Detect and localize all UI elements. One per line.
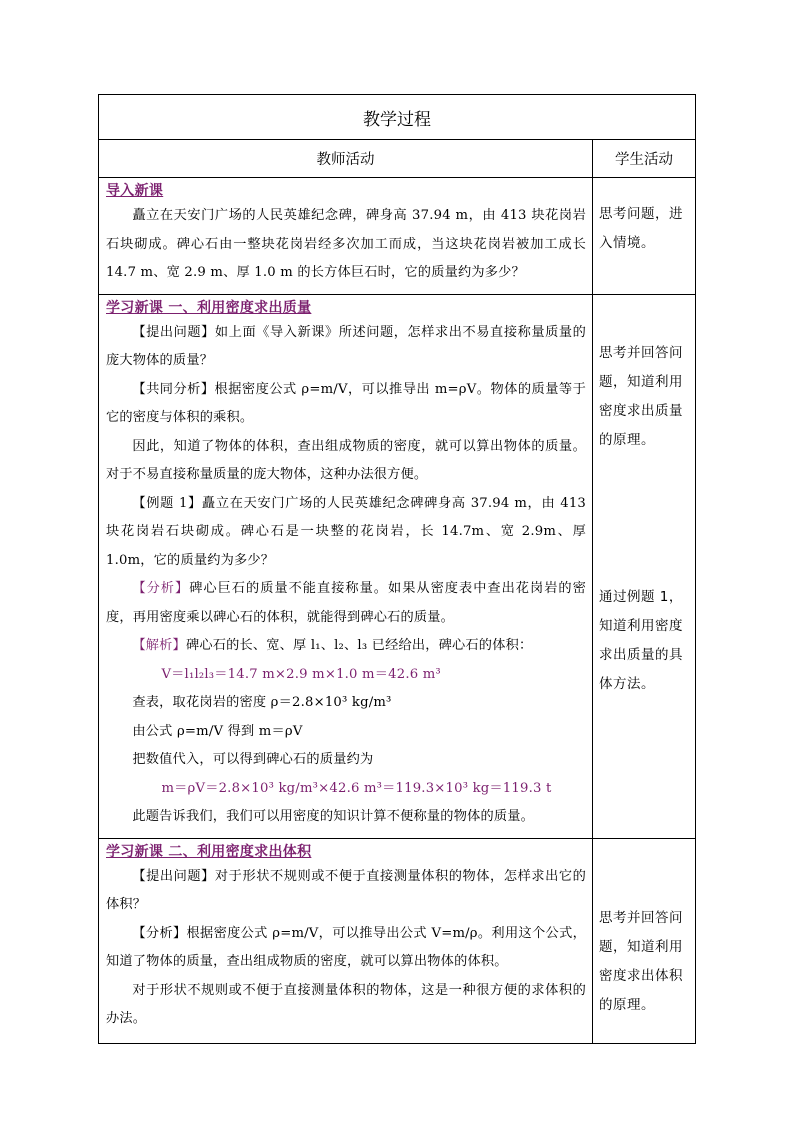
table-title: 教学过程: [99, 95, 696, 140]
example-solution: [106, 632, 586, 661]
student-activity-header: 学生活动: [593, 140, 696, 178]
mass-student-b: 通过例题 1，知道利用密度求出质量的具体方法。: [599, 588, 683, 692]
teacher-activity-header: 教师活动: [99, 140, 593, 178]
volume-conclusion: 对于形状不规则或不便于直接测量体积的物体，这是一种很方便的求体积的办法。: [106, 982, 586, 1026]
density-lookup: 查表，取花岗岩的密度 ρ＝2.8×10³ kg/m³: [132, 695, 392, 710]
intro-section: [99, 178, 593, 295]
solution-text: 碑心石的长、宽、厚 l₁、l₂、l₃ 已经给出，碑心石的体积：: [185, 638, 533, 653]
mass-conclusion: 因此，知道了物体的体积，查出组成物质的密度，就可以算出物体的质量。对于不易直接称量质量的庞大物体，这种办法很方便。: [106, 438, 586, 482]
volume-analysis: 【分析】根据密度公式 ρ=m/V，可以推导出公式 V=m/ρ。利用这个公式，知道了物体的质量，查出组成物质的密度，就可以算出物体的体积。: [106, 925, 586, 969]
substitute-values: 把数值代入，可以得到碑心石的质量约为: [132, 752, 374, 767]
mass-equation: m＝ρV＝2.8×10³ kg/m³×42.6 m³＝119.3×10³ kg＝119.3 t: [161, 780, 552, 796]
formula-derivation: 由公式 ρ=m/V 得到 m＝ρV: [132, 723, 303, 739]
analysis-tag: 【分析】: [132, 581, 190, 596]
example-1: 【例题 1】矗立在天安门广场的人民英雄纪念碑碑身高 37.94 m，由 413 块花岗岩石块砌成。碑心石是一块整的花岗岩，长 14.7m、宽 2.9m、厚 1.0m，它的质量约为多少？: [106, 495, 586, 568]
volume-student-activity: 思考并回答问题，知道利用密度求出体积的原理。: [593, 838, 696, 1043]
mass-question: 【提出问题】如上面《导入新课》所述问题，怎样求出不易直接称量质量的庞大物体的质量？: [106, 324, 586, 368]
lesson-table: [98, 94, 696, 1044]
volume-heading: 学习新课 二、利用密度求出体积: [106, 843, 312, 860]
analysis-text: 碑心巨石的质量不能直接称量。如果从密度表中查出花岗岩的密度，再用密度乘以碑心石的体积，就能得到碑心石的质量。: [106, 581, 586, 625]
intro-heading: 导入新课: [106, 183, 164, 199]
intro-paragraph: 矗立在天安门广场的人民英雄纪念碑，碑身高 37.94 m，由 413 块花岗岩石块砌成。碑心石由一整块花岗岩经多次加工而成，当这块花岗岩被加工成长 14.7 m、宽 2.9 m、厚 1.0 m 的长方体巨石时，它的质量约为多少？: [106, 208, 586, 280]
mass-summary: 此题告诉我们，我们可以用密度的知识计算不便称量的物体的质量。: [132, 809, 535, 824]
solution-tag: 【解析】: [132, 638, 186, 653]
volume-section: [99, 838, 593, 1043]
example-analysis: [106, 575, 586, 632]
mass-student-activity: [593, 294, 696, 838]
mass-section: [99, 294, 593, 838]
volume-equation: V＝l₁l₂l₃＝14.7 m×2.9 m×1.0 m＝42.6 m³: [161, 666, 441, 682]
intro-student-activity: 思考问题，进入情境。: [593, 178, 696, 295]
mass-student-a: 思考并回答问题，知道利用密度求出质量的原理。: [599, 344, 683, 448]
volume-question: 【提出问题】对于形状不规则或不便于直接测量体积的物体，怎样求出它的体积？: [106, 868, 586, 912]
mass-analysis: 【共同分析】根据密度公式 ρ=m/V，可以推导出 m=ρV。物体的质量等于它的密度与体积的乘积。: [106, 381, 586, 425]
mass-heading: 学习新课 一、利用密度求出质量: [106, 299, 312, 316]
